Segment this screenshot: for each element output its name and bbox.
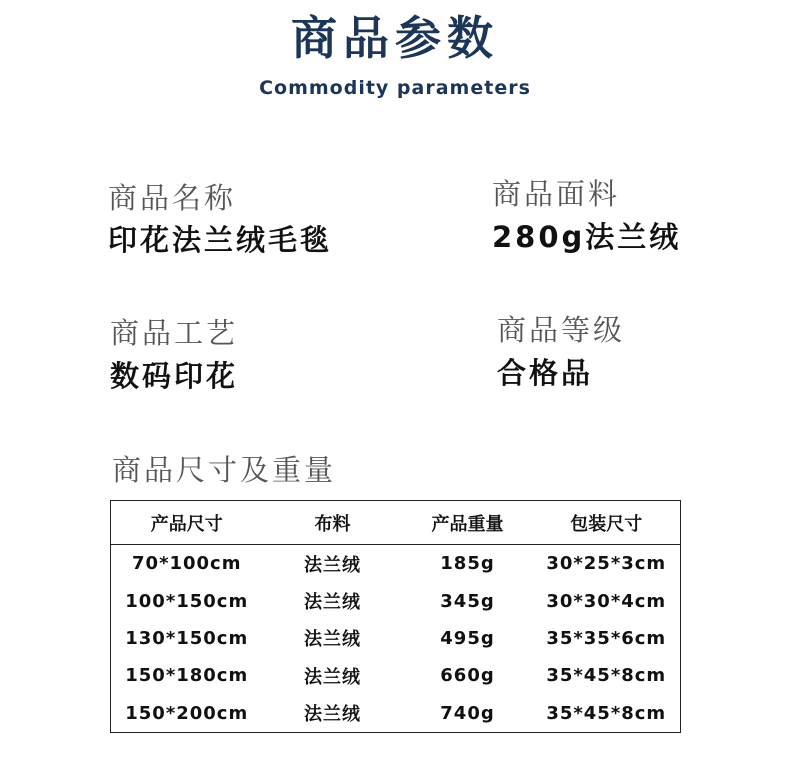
table-row (111, 695, 681, 733)
table-cell: 法兰绒 (304, 554, 361, 576)
table-cell: 法兰绒 (304, 592, 361, 614)
table-row (111, 620, 681, 657)
table-cell: 70*100cm (132, 553, 242, 575)
table-row (111, 545, 681, 583)
column-header: 包装尺寸 (533, 501, 681, 545)
table-cell: 130*150cm (125, 627, 249, 649)
table-cell: 150*180cm (125, 665, 249, 687)
table-cell: 法兰绒 (304, 704, 361, 726)
param-grade-value: 合格品 (497, 356, 594, 390)
param-fabric-label: 商品面料 (492, 177, 621, 211)
table-cell: 660g (440, 665, 495, 687)
table-cell: 35*45*8cm (546, 702, 667, 724)
table-header-row (111, 501, 681, 545)
page-title: 商品参数 (291, 11, 499, 65)
table-cell: 185g (440, 553, 495, 575)
param-fabric-value: 280g法兰绒 (492, 220, 682, 254)
column-header: 产品尺寸 (111, 501, 263, 545)
table-cell: 150*200cm (125, 702, 249, 724)
param-name-value: 印花法兰绒毛毯 (108, 223, 333, 257)
table-cell: 495g (440, 627, 495, 649)
column-header: 产品重量 (403, 501, 533, 545)
param-grade-label: 商品等级 (497, 313, 626, 347)
param-name-label: 商品名称 (108, 181, 237, 215)
size-table (110, 500, 681, 733)
table-row (111, 582, 681, 619)
column-header: 布料 (263, 501, 403, 545)
table-cell: 35*35*6cm (546, 627, 667, 649)
param-craft-label: 商品工艺 (110, 316, 239, 350)
param-craft-value: 数码印花 (110, 359, 239, 393)
table-cell: 345g (440, 590, 495, 612)
table-cell: 100*150cm (125, 590, 249, 612)
size-section-title: 商品尺寸及重量 (112, 453, 337, 487)
table-cell: 30*25*3cm (546, 553, 667, 575)
table-cell: 35*45*8cm (546, 665, 667, 687)
table-row (111, 657, 681, 694)
table-cell: 30*30*4cm (546, 590, 667, 612)
table-cell: 740g (440, 702, 495, 724)
table-cell: 法兰绒 (304, 629, 361, 651)
page-subtitle: Commodity parameters (259, 77, 531, 99)
table-cell: 法兰绒 (304, 666, 361, 688)
